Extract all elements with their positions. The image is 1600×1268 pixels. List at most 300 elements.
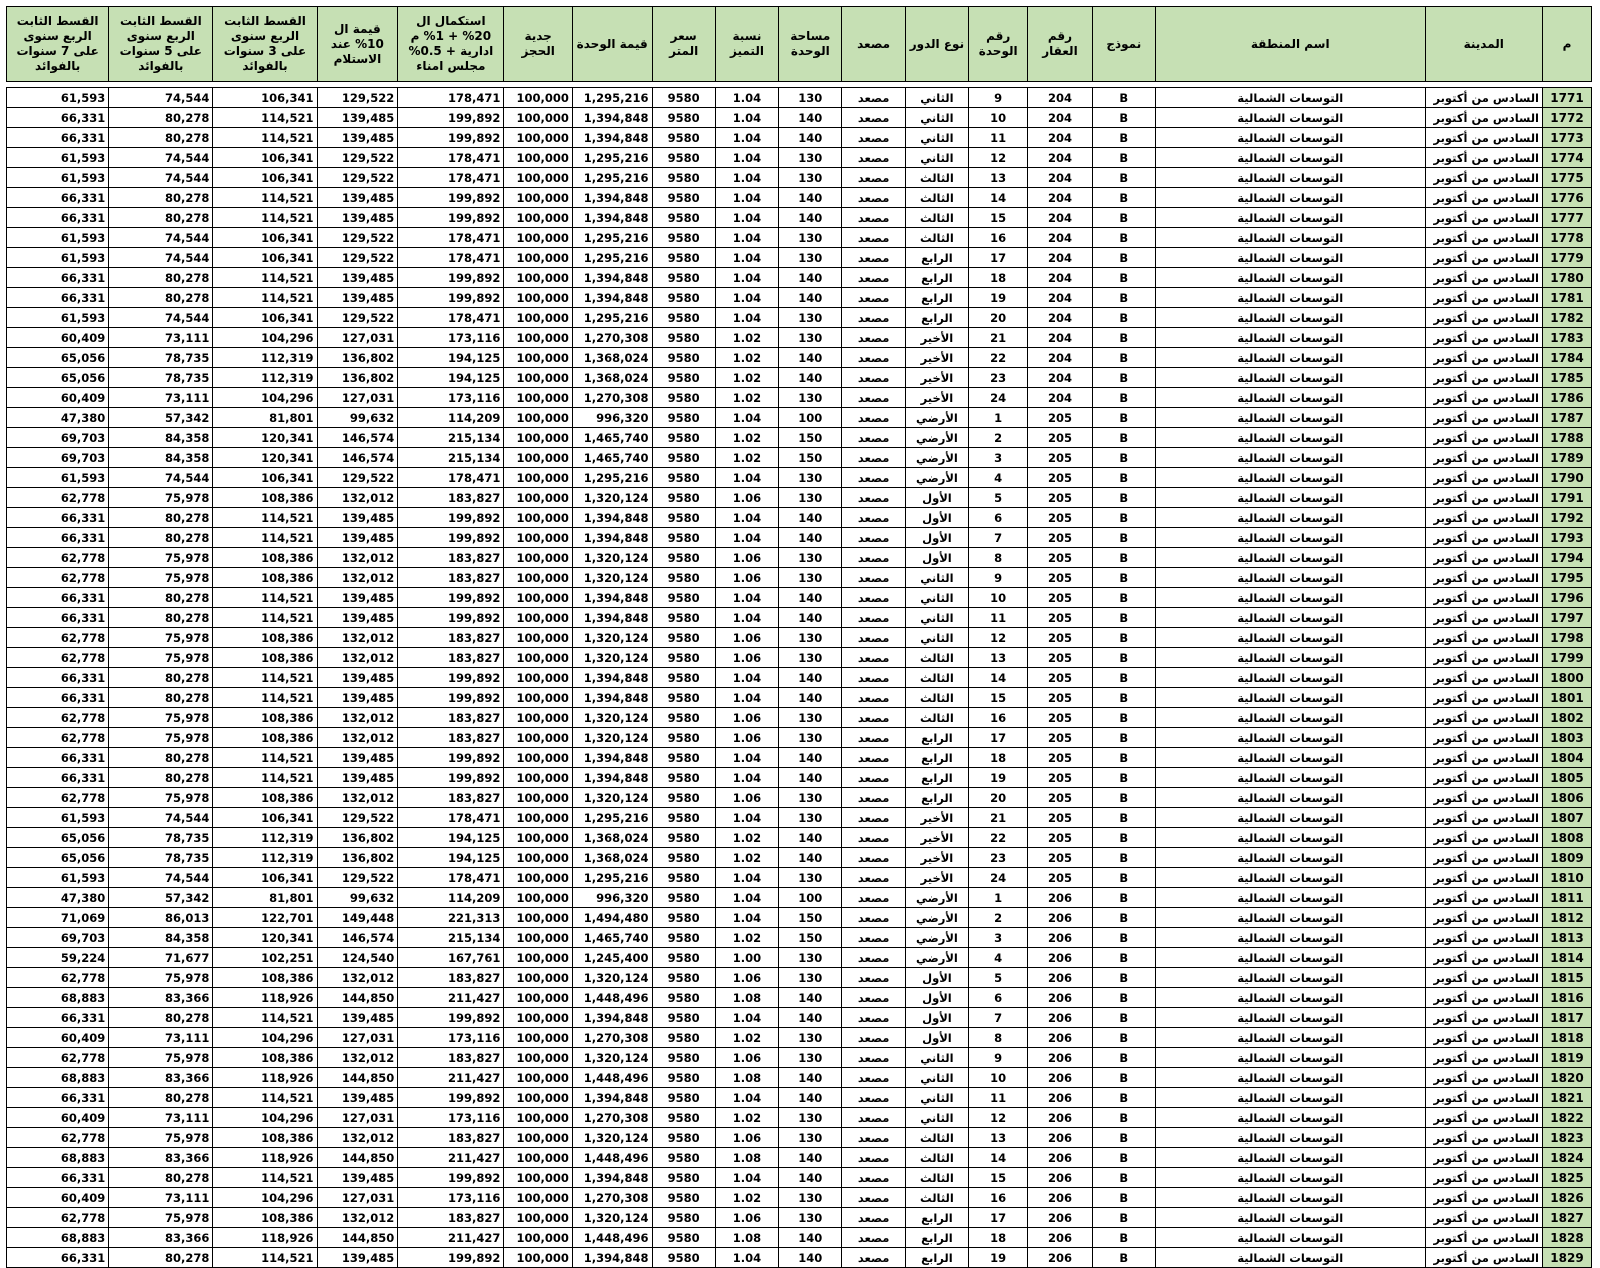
model-cell: B — [1092, 1048, 1155, 1068]
unit-number-cell: 18 — [969, 1228, 1028, 1248]
serial-cell: 1805 — [1542, 768, 1591, 788]
installment-5-years-cell: 84,358 — [109, 928, 213, 948]
table-row — [7, 368, 1592, 388]
unit-area-cell: 150 — [779, 448, 842, 468]
building-number-cell: 206 — [1028, 928, 1092, 948]
installment-5-years-cell: 75,978 — [109, 1128, 213, 1148]
installment-7-years-cell: 65,056 — [7, 348, 109, 368]
premium-ratio-cell: 1.06 — [715, 488, 778, 508]
table-row — [7, 1008, 1592, 1028]
delivery-10-percent-cell: 129,522 — [317, 468, 398, 488]
building-number-cell: 204 — [1028, 308, 1092, 328]
delivery-10-percent-cell: 146,574 — [317, 448, 398, 468]
floor-type-cell: الثالث — [905, 208, 968, 228]
premium-ratio-cell: 1.04 — [715, 248, 778, 268]
installment-7-years-cell: 61,593 — [7, 88, 109, 108]
price-per-meter-cell: 9580 — [652, 388, 715, 408]
floor-type-cell: الثاني — [905, 108, 968, 128]
downpayment-completion-cell: 211,427 — [398, 1068, 504, 1088]
table-row — [7, 1028, 1592, 1048]
installment-7-years-cell: 62,778 — [7, 728, 109, 748]
floor-type-cell: الثالث — [905, 1168, 968, 1188]
installment-5-years-cell: 80,278 — [109, 688, 213, 708]
installment-7-years-cell: 66,331 — [7, 1168, 109, 1188]
serial-cell: 1809 — [1542, 848, 1591, 868]
serial-cell: 1793 — [1542, 528, 1591, 548]
table-row — [7, 208, 1592, 228]
floor-type-cell: الرابع — [905, 728, 968, 748]
header-installment-3-years: القسط الثابت الربع سنوى على 3 سنوات بالفوائد — [213, 7, 317, 82]
serial-cell: 1791 — [1542, 488, 1591, 508]
area-name-cell: التوسعات الشمالية — [1155, 708, 1425, 728]
elevator-cell: مصعد — [842, 1128, 905, 1148]
delivery-10-percent-cell: 139,485 — [317, 208, 398, 228]
installment-7-years-cell: 66,331 — [7, 588, 109, 608]
table-row — [7, 908, 1592, 928]
unit-value-cell: 1,394,848 — [572, 768, 652, 788]
model-cell: B — [1092, 108, 1155, 128]
delivery-10-percent-cell: 127,031 — [317, 1188, 398, 1208]
booking-deposit-cell: 100,000 — [504, 1248, 572, 1268]
elevator-cell: مصعد — [842, 468, 905, 488]
downpayment-completion-cell: 173,116 — [398, 1108, 504, 1128]
booking-deposit-cell: 100,000 — [504, 88, 572, 108]
unit-value-cell: 1,295,216 — [572, 808, 652, 828]
unit-area-cell: 130 — [779, 488, 842, 508]
installment-5-years-cell: 80,278 — [109, 268, 213, 288]
unit-area-cell: 130 — [779, 788, 842, 808]
unit-area-cell: 130 — [779, 1188, 842, 1208]
floor-type-cell: الثاني — [905, 1088, 968, 1108]
booking-deposit-cell: 100,000 — [504, 1088, 572, 1108]
unit-number-cell: 15 — [969, 208, 1028, 228]
price-per-meter-cell: 9580 — [652, 268, 715, 288]
installment-7-years-cell: 69,703 — [7, 448, 109, 468]
serial-cell: 1811 — [1542, 888, 1591, 908]
unit-area-cell: 140 — [779, 588, 842, 608]
price-per-meter-cell: 9580 — [652, 848, 715, 868]
table-row — [7, 328, 1592, 348]
elevator-cell: مصعد — [842, 668, 905, 688]
model-cell: B — [1092, 488, 1155, 508]
downpayment-completion-cell: 199,892 — [398, 288, 504, 308]
elevator-cell: مصعد — [842, 608, 905, 628]
installment-7-years-cell: 66,331 — [7, 768, 109, 788]
delivery-10-percent-cell: 132,012 — [317, 968, 398, 988]
unit-area-cell: 130 — [779, 468, 842, 488]
premium-ratio-cell: 1.04 — [715, 748, 778, 768]
area-name-cell: التوسعات الشمالية — [1155, 388, 1425, 408]
installment-3-years-cell: 104,296 — [213, 1028, 317, 1048]
model-cell: B — [1092, 688, 1155, 708]
floor-type-cell: الرابع — [905, 768, 968, 788]
serial-cell: 1780 — [1542, 268, 1591, 288]
unit-value-cell: 1,368,024 — [572, 848, 652, 868]
building-number-cell: 205 — [1028, 608, 1092, 628]
price-per-meter-cell: 9580 — [652, 348, 715, 368]
area-name-cell: التوسعات الشمالية — [1155, 348, 1425, 368]
floor-type-cell: الأرضي — [905, 408, 968, 428]
installment-7-years-cell: 68,883 — [7, 1148, 109, 1168]
delivery-10-percent-cell: 129,522 — [317, 868, 398, 888]
downpayment-completion-cell: 178,471 — [398, 228, 504, 248]
table-row — [7, 568, 1592, 588]
unit-value-cell: 1,494,480 — [572, 908, 652, 928]
downpayment-completion-cell: 194,125 — [398, 368, 504, 388]
downpayment-completion-cell: 215,134 — [398, 928, 504, 948]
booking-deposit-cell: 100,000 — [504, 228, 572, 248]
installment-3-years-cell: 114,521 — [213, 1008, 317, 1028]
installment-5-years-cell: 75,978 — [109, 648, 213, 668]
installment-5-years-cell: 74,544 — [109, 168, 213, 188]
unit-value-cell: 1,295,216 — [572, 148, 652, 168]
unit-number-cell: 22 — [969, 828, 1028, 848]
header-serial: م — [1542, 7, 1591, 82]
building-number-cell: 206 — [1028, 1168, 1092, 1188]
delivery-10-percent-cell: 139,485 — [317, 1088, 398, 1108]
unit-number-cell: 1 — [969, 408, 1028, 428]
floor-type-cell: الرابع — [905, 748, 968, 768]
unit-area-cell: 140 — [779, 528, 842, 548]
city-cell: السادس من أكتوبر — [1425, 648, 1542, 668]
elevator-cell: مصعد — [842, 108, 905, 128]
building-number-cell: 204 — [1028, 348, 1092, 368]
premium-ratio-cell: 1.04 — [715, 588, 778, 608]
model-cell: B — [1092, 468, 1155, 488]
price-per-meter-cell: 9580 — [652, 1068, 715, 1088]
booking-deposit-cell: 100,000 — [504, 768, 572, 788]
table-row — [7, 668, 1592, 688]
model-cell: B — [1092, 588, 1155, 608]
unit-number-cell: 17 — [969, 728, 1028, 748]
price-per-meter-cell: 9580 — [652, 948, 715, 968]
booking-deposit-cell: 100,000 — [504, 368, 572, 388]
premium-ratio-cell: 1.04 — [715, 288, 778, 308]
downpayment-completion-cell: 199,892 — [398, 608, 504, 628]
model-cell: B — [1092, 1008, 1155, 1028]
building-number-cell: 206 — [1028, 1048, 1092, 1068]
area-name-cell: التوسعات الشمالية — [1155, 1168, 1425, 1188]
elevator-cell: مصعد — [842, 648, 905, 668]
premium-ratio-cell: 1.02 — [715, 368, 778, 388]
installment-3-years-cell: 104,296 — [213, 388, 317, 408]
elevator-cell: مصعد — [842, 1188, 905, 1208]
delivery-10-percent-cell: 132,012 — [317, 708, 398, 728]
installment-5-years-cell: 74,544 — [109, 868, 213, 888]
downpayment-completion-cell: 183,827 — [398, 1048, 504, 1068]
delivery-10-percent-cell: 132,012 — [317, 628, 398, 648]
price-per-meter-cell: 9580 — [652, 508, 715, 528]
downpayment-completion-cell: 178,471 — [398, 88, 504, 108]
model-cell: B — [1092, 968, 1155, 988]
booking-deposit-cell: 100,000 — [504, 608, 572, 628]
installment-3-years-cell: 106,341 — [213, 308, 317, 328]
building-number-cell: 205 — [1028, 548, 1092, 568]
delivery-10-percent-cell: 144,850 — [317, 1228, 398, 1248]
serial-cell: 1816 — [1542, 988, 1591, 1008]
building-number-cell: 205 — [1028, 508, 1092, 528]
installment-7-years-cell: 62,778 — [7, 708, 109, 728]
unit-value-cell: 996,320 — [572, 408, 652, 428]
installment-5-years-cell: 74,544 — [109, 248, 213, 268]
unit-area-cell: 140 — [779, 368, 842, 388]
city-cell: السادس من أكتوبر — [1425, 1068, 1542, 1088]
elevator-cell: مصعد — [842, 148, 905, 168]
installment-5-years-cell: 86,013 — [109, 908, 213, 928]
area-name-cell: التوسعات الشمالية — [1155, 448, 1425, 468]
installment-5-years-cell: 75,978 — [109, 568, 213, 588]
delivery-10-percent-cell: 132,012 — [317, 648, 398, 668]
floor-type-cell: الثالث — [905, 188, 968, 208]
building-number-cell: 205 — [1028, 488, 1092, 508]
elevator-cell: مصعد — [842, 88, 905, 108]
model-cell: B — [1092, 1188, 1155, 1208]
building-number-cell: 205 — [1028, 448, 1092, 468]
premium-ratio-cell: 1.02 — [715, 848, 778, 868]
installment-5-years-cell: 78,735 — [109, 848, 213, 868]
price-per-meter-cell: 9580 — [652, 1128, 715, 1148]
premium-ratio-cell: 1.04 — [715, 268, 778, 288]
unit-value-cell: 1,270,308 — [572, 1108, 652, 1128]
price-per-meter-cell: 9580 — [652, 168, 715, 188]
elevator-cell: مصعد — [842, 1048, 905, 1068]
floor-type-cell: الأرضي — [905, 948, 968, 968]
installment-7-years-cell: 66,331 — [7, 748, 109, 768]
delivery-10-percent-cell: 127,031 — [317, 1108, 398, 1128]
unit-number-cell: 12 — [969, 1108, 1028, 1128]
installment-3-years-cell: 114,521 — [213, 768, 317, 788]
unit-number-cell: 16 — [969, 228, 1028, 248]
premium-ratio-cell: 1.08 — [715, 1068, 778, 1088]
premium-ratio-cell: 1.02 — [715, 388, 778, 408]
area-name-cell: التوسعات الشمالية — [1155, 928, 1425, 948]
price-per-meter-cell: 9580 — [652, 608, 715, 628]
downpayment-completion-cell: 199,892 — [398, 748, 504, 768]
premium-ratio-cell: 1.04 — [715, 228, 778, 248]
building-number-cell: 205 — [1028, 828, 1092, 848]
delivery-10-percent-cell: 139,485 — [317, 108, 398, 128]
installment-5-years-cell: 73,111 — [109, 1188, 213, 1208]
unit-number-cell: 18 — [969, 748, 1028, 768]
unit-value-cell: 1,320,124 — [572, 1048, 652, 1068]
price-per-meter-cell: 9580 — [652, 1028, 715, 1048]
booking-deposit-cell: 100,000 — [504, 948, 572, 968]
floor-type-cell: الثاني — [905, 608, 968, 628]
table-row — [7, 348, 1592, 368]
building-number-cell: 206 — [1028, 968, 1092, 988]
booking-deposit-cell: 100,000 — [504, 968, 572, 988]
city-cell: السادس من أكتوبر — [1425, 908, 1542, 928]
table-row — [7, 548, 1592, 568]
delivery-10-percent-cell: 129,522 — [317, 308, 398, 328]
city-cell: السادس من أكتوبر — [1425, 1148, 1542, 1168]
header-area-name: اسم المنطقة — [1155, 7, 1425, 82]
building-number-cell: 205 — [1028, 668, 1092, 688]
table-row — [7, 248, 1592, 268]
unit-area-cell: 140 — [779, 348, 842, 368]
unit-area-cell: 130 — [779, 808, 842, 828]
delivery-10-percent-cell: 129,522 — [317, 248, 398, 268]
header-delivery-10-percent: قيمة ال 10% عند الاستلام — [317, 7, 398, 82]
premium-ratio-cell: 1.04 — [715, 808, 778, 828]
table-row — [7, 748, 1592, 768]
price-per-meter-cell: 9580 — [652, 788, 715, 808]
price-per-meter-cell: 9580 — [652, 548, 715, 568]
city-cell: السادس من أكتوبر — [1425, 1208, 1542, 1228]
building-number-cell: 206 — [1028, 1088, 1092, 1108]
city-cell: السادس من أكتوبر — [1425, 488, 1542, 508]
floor-type-cell: الثالث — [905, 168, 968, 188]
price-per-meter-cell: 9580 — [652, 408, 715, 428]
model-cell: B — [1092, 808, 1155, 828]
unit-value-cell: 1,448,496 — [572, 1148, 652, 1168]
serial-cell: 1796 — [1542, 588, 1591, 608]
elevator-cell: مصعد — [842, 488, 905, 508]
installment-5-years-cell: 80,278 — [109, 1168, 213, 1188]
serial-cell: 1812 — [1542, 908, 1591, 928]
city-cell: السادس من أكتوبر — [1425, 1108, 1542, 1128]
header-floor-type: نوع الدور — [905, 7, 968, 82]
serial-cell: 1771 — [1542, 88, 1591, 108]
unit-value-cell: 1,394,848 — [572, 688, 652, 708]
price-per-meter-cell: 9580 — [652, 688, 715, 708]
installment-5-years-cell: 75,978 — [109, 728, 213, 748]
unit-value-cell: 1,320,124 — [572, 628, 652, 648]
serial-cell: 1807 — [1542, 808, 1591, 828]
installment-3-years-cell: 112,319 — [213, 368, 317, 388]
header-unit-value: قيمة الوحدة — [572, 7, 652, 82]
city-cell: السادس من أكتوبر — [1425, 1248, 1542, 1268]
building-number-cell: 205 — [1028, 628, 1092, 648]
city-cell: السادس من أكتوبر — [1425, 248, 1542, 268]
installment-3-years-cell: 114,521 — [213, 188, 317, 208]
city-cell: السادس من أكتوبر — [1425, 548, 1542, 568]
unit-number-cell: 16 — [969, 708, 1028, 728]
floor-type-cell: الرابع — [905, 788, 968, 808]
price-per-meter-cell: 9580 — [652, 988, 715, 1008]
installment-3-years-cell: 104,296 — [213, 1108, 317, 1128]
booking-deposit-cell: 100,000 — [504, 928, 572, 948]
serial-cell: 1813 — [1542, 928, 1591, 948]
delivery-10-percent-cell: 139,485 — [317, 1008, 398, 1028]
premium-ratio-cell: 1.04 — [715, 1088, 778, 1108]
elevator-cell: مصعد — [842, 948, 905, 968]
downpayment-completion-cell: 183,827 — [398, 568, 504, 588]
building-number-cell: 205 — [1028, 648, 1092, 668]
installment-3-years-cell: 114,521 — [213, 528, 317, 548]
unit-number-cell: 15 — [969, 1168, 1028, 1188]
installment-3-years-cell: 114,521 — [213, 108, 317, 128]
unit-value-cell: 1,394,848 — [572, 588, 652, 608]
delivery-10-percent-cell: 132,012 — [317, 1128, 398, 1148]
unit-number-cell: 23 — [969, 368, 1028, 388]
floor-type-cell: الثالث — [905, 708, 968, 728]
unit-area-cell: 130 — [779, 648, 842, 668]
premium-ratio-cell: 1.02 — [715, 348, 778, 368]
price-per-meter-cell: 9580 — [652, 148, 715, 168]
table-row — [7, 1188, 1592, 1208]
unit-number-cell: 13 — [969, 648, 1028, 668]
installment-5-years-cell: 73,111 — [109, 388, 213, 408]
premium-ratio-cell: 1.06 — [715, 548, 778, 568]
installment-5-years-cell: 74,544 — [109, 468, 213, 488]
city-cell: السادس من أكتوبر — [1425, 588, 1542, 608]
area-name-cell: التوسعات الشمالية — [1155, 108, 1425, 128]
elevator-cell: مصعد — [842, 428, 905, 448]
model-cell: B — [1092, 748, 1155, 768]
premium-ratio-cell: 1.04 — [715, 668, 778, 688]
unit-number-cell: 17 — [969, 1208, 1028, 1228]
installment-3-years-cell: 106,341 — [213, 88, 317, 108]
elevator-cell: مصعد — [842, 808, 905, 828]
downpayment-completion-cell: 173,116 — [398, 388, 504, 408]
table-row — [7, 1108, 1592, 1128]
elevator-cell: مصعد — [842, 268, 905, 288]
unit-area-cell: 140 — [779, 1008, 842, 1028]
unit-area-cell: 130 — [779, 308, 842, 328]
downpayment-completion-cell: 194,125 — [398, 848, 504, 868]
price-per-meter-cell: 9580 — [652, 1088, 715, 1108]
building-number-cell: 204 — [1028, 368, 1092, 388]
unit-number-cell: 10 — [969, 1068, 1028, 1088]
table-row — [7, 1228, 1592, 1248]
booking-deposit-cell: 100,000 — [504, 528, 572, 548]
table-row — [7, 1148, 1592, 1168]
downpayment-completion-cell: 173,116 — [398, 1028, 504, 1048]
floor-type-cell: الثالث — [905, 1148, 968, 1168]
building-number-cell: 205 — [1028, 528, 1092, 548]
unit-number-cell: 21 — [969, 808, 1028, 828]
installment-3-years-cell: 106,341 — [213, 168, 317, 188]
area-name-cell: التوسعات الشمالية — [1155, 848, 1425, 868]
installment-3-years-cell: 112,319 — [213, 348, 317, 368]
city-cell: السادس من أكتوبر — [1425, 308, 1542, 328]
installment-5-years-cell: 74,544 — [109, 308, 213, 328]
unit-number-cell: 9 — [969, 88, 1028, 108]
delivery-10-percent-cell: 129,522 — [317, 88, 398, 108]
floor-type-cell: الأرضي — [905, 908, 968, 928]
unit-number-cell: 6 — [969, 988, 1028, 1008]
delivery-10-percent-cell: 132,012 — [317, 1048, 398, 1068]
floor-type-cell: الثالث — [905, 648, 968, 668]
floor-type-cell: الأرضي — [905, 428, 968, 448]
installment-7-years-cell: 66,331 — [7, 1088, 109, 1108]
booking-deposit-cell: 100,000 — [504, 548, 572, 568]
unit-area-cell: 140 — [779, 108, 842, 128]
unit-value-cell: 1,448,496 — [572, 1228, 652, 1248]
booking-deposit-cell: 100,000 — [504, 328, 572, 348]
unit-value-cell: 1,448,496 — [572, 1068, 652, 1088]
serial-cell: 1787 — [1542, 408, 1591, 428]
booking-deposit-cell: 100,000 — [504, 708, 572, 728]
installment-5-years-cell: 80,278 — [109, 668, 213, 688]
city-cell: السادس من أكتوبر — [1425, 728, 1542, 748]
table-row — [7, 228, 1592, 248]
unit-value-cell: 1,465,740 — [572, 428, 652, 448]
elevator-cell: مصعد — [842, 328, 905, 348]
unit-area-cell: 130 — [779, 568, 842, 588]
city-cell: السادس من أكتوبر — [1425, 428, 1542, 448]
floor-type-cell: الأخير — [905, 348, 968, 368]
booking-deposit-cell: 100,000 — [504, 108, 572, 128]
serial-cell: 1786 — [1542, 388, 1591, 408]
booking-deposit-cell: 100,000 — [504, 888, 572, 908]
booking-deposit-cell: 100,000 — [504, 748, 572, 768]
downpayment-completion-cell: 199,892 — [398, 1168, 504, 1188]
installment-7-years-cell: 60,409 — [7, 388, 109, 408]
unit-value-cell: 1,320,124 — [572, 728, 652, 748]
area-name-cell: التوسعات الشمالية — [1155, 628, 1425, 648]
